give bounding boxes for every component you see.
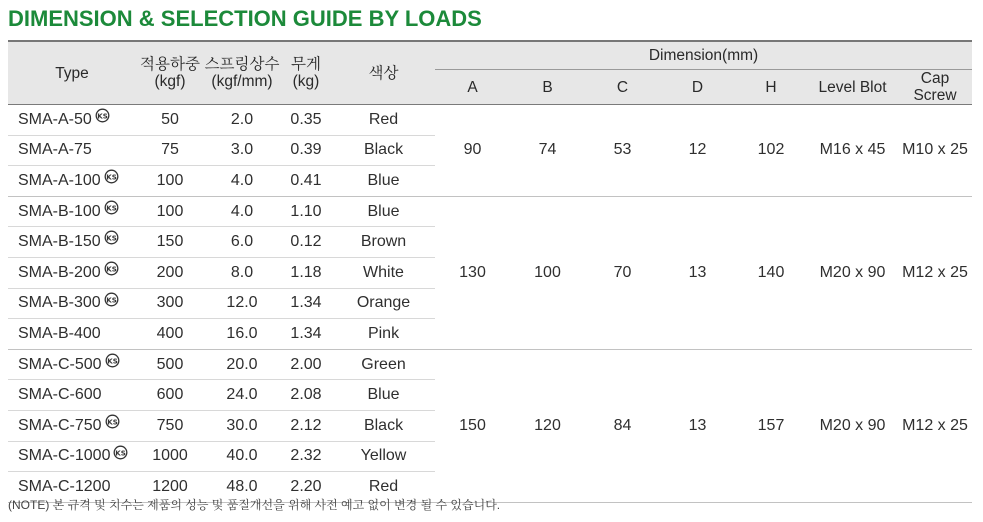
cell-level-blot: M20 x 90 xyxy=(807,196,898,349)
header-weight-unit: (kg) xyxy=(292,73,320,90)
cell-dim-a: 90 xyxy=(435,105,510,197)
cell-load: 100 xyxy=(136,166,204,197)
cell-load: 400 xyxy=(136,319,204,350)
cell-level-blot: M20 x 90 xyxy=(807,349,898,502)
cell-load: 50 xyxy=(136,105,204,136)
svg-text:KS: KS xyxy=(106,357,118,366)
ks-certification-icon xyxy=(104,292,119,312)
cell-color: White xyxy=(332,257,435,288)
cell-load: 300 xyxy=(136,288,204,319)
cell-type xyxy=(8,410,136,441)
cell-dim-d: 13 xyxy=(660,349,735,502)
cell-spring: 4.0 xyxy=(204,196,280,227)
ks-certification-icon xyxy=(113,445,128,465)
type-label: SMA-C-500 xyxy=(18,355,102,373)
type-label: SMA-A-75 xyxy=(18,141,92,159)
cell-weight: 2.08 xyxy=(280,380,332,411)
cell-spring: 24.0 xyxy=(204,380,280,411)
ks-certification-icon xyxy=(105,353,120,373)
cell-load: 750 xyxy=(136,410,204,441)
cell-dim-a: 150 xyxy=(435,349,510,502)
header-dim-a: A xyxy=(435,70,510,105)
cell-weight: 1.10 xyxy=(280,196,332,227)
header-dim-d: D xyxy=(660,70,735,105)
header-spring xyxy=(204,41,280,105)
cell-weight: 1.34 xyxy=(280,288,332,319)
svg-text:KS: KS xyxy=(106,418,118,427)
cell-dim-a: 130 xyxy=(435,196,510,349)
svg-text:KS: KS xyxy=(105,265,117,274)
cell-dim-b: 120 xyxy=(510,349,585,502)
header-weight xyxy=(280,41,332,105)
cell-weight: 2.32 xyxy=(280,441,332,472)
cell-spring: 40.0 xyxy=(204,441,280,472)
cell-load: 75 xyxy=(136,135,204,166)
cell-color: Black xyxy=(332,135,435,166)
cell-load: 500 xyxy=(136,349,204,380)
cell-spring: 8.0 xyxy=(204,257,280,288)
cell-type xyxy=(8,166,136,197)
ks-certification-icon xyxy=(105,414,120,434)
header-level-blot: Level Blot xyxy=(807,70,898,105)
ks-certification-icon xyxy=(104,261,119,281)
cell-type xyxy=(8,196,136,227)
cell-spring: 48.0 xyxy=(204,472,280,503)
cell-spring: 2.0 xyxy=(204,105,280,136)
footnote: (NOTE) 본 규격 및 치수는 제품의 성능 및 품질개선을 위해 사전 예고 없이 변경 될 수 있습니다. xyxy=(8,498,501,512)
cell-cap-screw: M12 x 25 xyxy=(898,196,972,349)
cell-color: Blue xyxy=(332,166,435,197)
header-color: 색상 xyxy=(332,41,435,105)
cell-type xyxy=(8,319,136,350)
cell-color: Black xyxy=(332,410,435,441)
ks-certification-icon xyxy=(104,200,119,220)
cell-weight: 0.39 xyxy=(280,135,332,166)
table-body xyxy=(8,105,972,503)
cell-weight: 0.41 xyxy=(280,166,332,197)
selection-table-wrapper xyxy=(8,40,972,503)
svg-text:KS: KS xyxy=(105,234,117,243)
cell-color: Blue xyxy=(332,196,435,227)
cell-type xyxy=(8,441,136,472)
cell-color: Blue xyxy=(332,380,435,411)
cell-color: Orange xyxy=(332,288,435,319)
header-dim-b: B xyxy=(510,70,585,105)
type-label: SMA-C-600 xyxy=(18,386,102,404)
header-spring-unit: (kgf/mm) xyxy=(211,73,273,90)
cell-weight: 1.34 xyxy=(280,319,332,350)
cell-load: 100 xyxy=(136,196,204,227)
cell-dim-d: 12 xyxy=(660,105,735,197)
svg-text:KS: KS xyxy=(97,112,108,121)
cell-dim-c: 53 xyxy=(585,105,660,197)
cell-dim-h: 140 xyxy=(735,196,807,349)
header-dim-h: H xyxy=(735,70,807,105)
type-label: SMA-B-300 xyxy=(18,294,101,312)
cell-type xyxy=(8,227,136,258)
header-weight-label: 무게 xyxy=(291,56,321,73)
cell-dim-c: 84 xyxy=(585,349,660,502)
cell-type xyxy=(8,349,136,380)
type-label: SMA-C-1200 xyxy=(18,477,111,495)
header-type: Type xyxy=(8,41,136,105)
type-label: SMA-C-750 xyxy=(18,416,102,434)
cell-color: Green xyxy=(332,349,435,380)
header-load xyxy=(136,41,204,105)
page-title: DIMENSION & SELECTION GUIDE BY LOADS xyxy=(8,6,482,31)
cell-spring: 4.0 xyxy=(204,166,280,197)
cell-dim-h: 102 xyxy=(735,105,807,197)
cell-spring: 12.0 xyxy=(204,288,280,319)
cell-type xyxy=(8,135,136,166)
cell-color: Yellow xyxy=(332,441,435,472)
cell-dim-b: 74 xyxy=(510,105,585,197)
cell-spring: 20.0 xyxy=(204,349,280,380)
cell-dim-b: 100 xyxy=(510,196,585,349)
cell-load: 150 xyxy=(136,227,204,258)
cell-weight: 0.12 xyxy=(280,227,332,258)
cell-color: Red xyxy=(332,105,435,136)
table-row xyxy=(8,349,972,380)
cell-type xyxy=(8,380,136,411)
cell-color: Brown xyxy=(332,227,435,258)
cell-spring: 3.0 xyxy=(204,135,280,166)
cell-spring: 16.0 xyxy=(204,319,280,350)
type-label: SMA-B-400 xyxy=(18,324,101,342)
type-label: SMA-A-100 xyxy=(18,171,101,189)
type-label: SMA-A-50 xyxy=(18,110,92,128)
header-cap-screw: Cap Screw xyxy=(898,70,972,105)
cell-load: 1000 xyxy=(136,441,204,472)
cell-dim-d: 13 xyxy=(660,196,735,349)
ks-certification-icon xyxy=(104,230,119,250)
cell-spring: 30.0 xyxy=(204,410,280,441)
cell-weight: 2.00 xyxy=(280,349,332,380)
header-row-1 xyxy=(8,41,972,70)
header-load-label: 적용하중 xyxy=(140,56,200,73)
cell-type xyxy=(8,288,136,319)
cell-color: Red xyxy=(332,472,435,503)
cell-load: 200 xyxy=(136,257,204,288)
cell-dim-h: 157 xyxy=(735,349,807,502)
cell-cap-screw: M10 x 25 xyxy=(898,105,972,197)
cell-weight: 1.18 xyxy=(280,257,332,288)
svg-text:KS: KS xyxy=(115,448,127,457)
svg-text:KS: KS xyxy=(105,295,117,304)
type-label: SMA-B-200 xyxy=(18,263,101,281)
svg-text:KS: KS xyxy=(105,173,117,182)
table-row xyxy=(8,196,972,227)
cell-dim-c: 70 xyxy=(585,196,660,349)
header-load-unit: (kgf) xyxy=(154,73,186,90)
cell-weight: 0.35 xyxy=(280,105,332,136)
cell-load: 600 xyxy=(136,380,204,411)
header-spring-label: 스프링상수 xyxy=(204,56,280,73)
ks-certification-icon xyxy=(104,169,119,189)
cell-type xyxy=(8,257,136,288)
cell-type xyxy=(8,105,136,136)
cell-weight: 2.20 xyxy=(280,472,332,503)
cell-cap-screw: M12 x 25 xyxy=(898,349,972,502)
cell-spring: 6.0 xyxy=(204,227,280,258)
cell-load: 1200 xyxy=(136,472,204,503)
type-label: SMA-B-150 xyxy=(18,233,101,251)
header-dimension-group: Dimension(mm) xyxy=(435,41,972,70)
type-label: SMA-C-1000 xyxy=(18,447,111,465)
cell-level-blot: M16 x 45 xyxy=(807,105,898,197)
ks-certification-icon xyxy=(95,108,110,128)
cell-weight: 2.12 xyxy=(280,410,332,441)
cell-color: Pink xyxy=(332,319,435,350)
type-label: SMA-B-100 xyxy=(18,202,101,220)
svg-text:KS: KS xyxy=(105,204,117,213)
selection-table xyxy=(8,40,972,503)
header-dim-c: C xyxy=(585,70,660,105)
table-row xyxy=(8,105,972,136)
